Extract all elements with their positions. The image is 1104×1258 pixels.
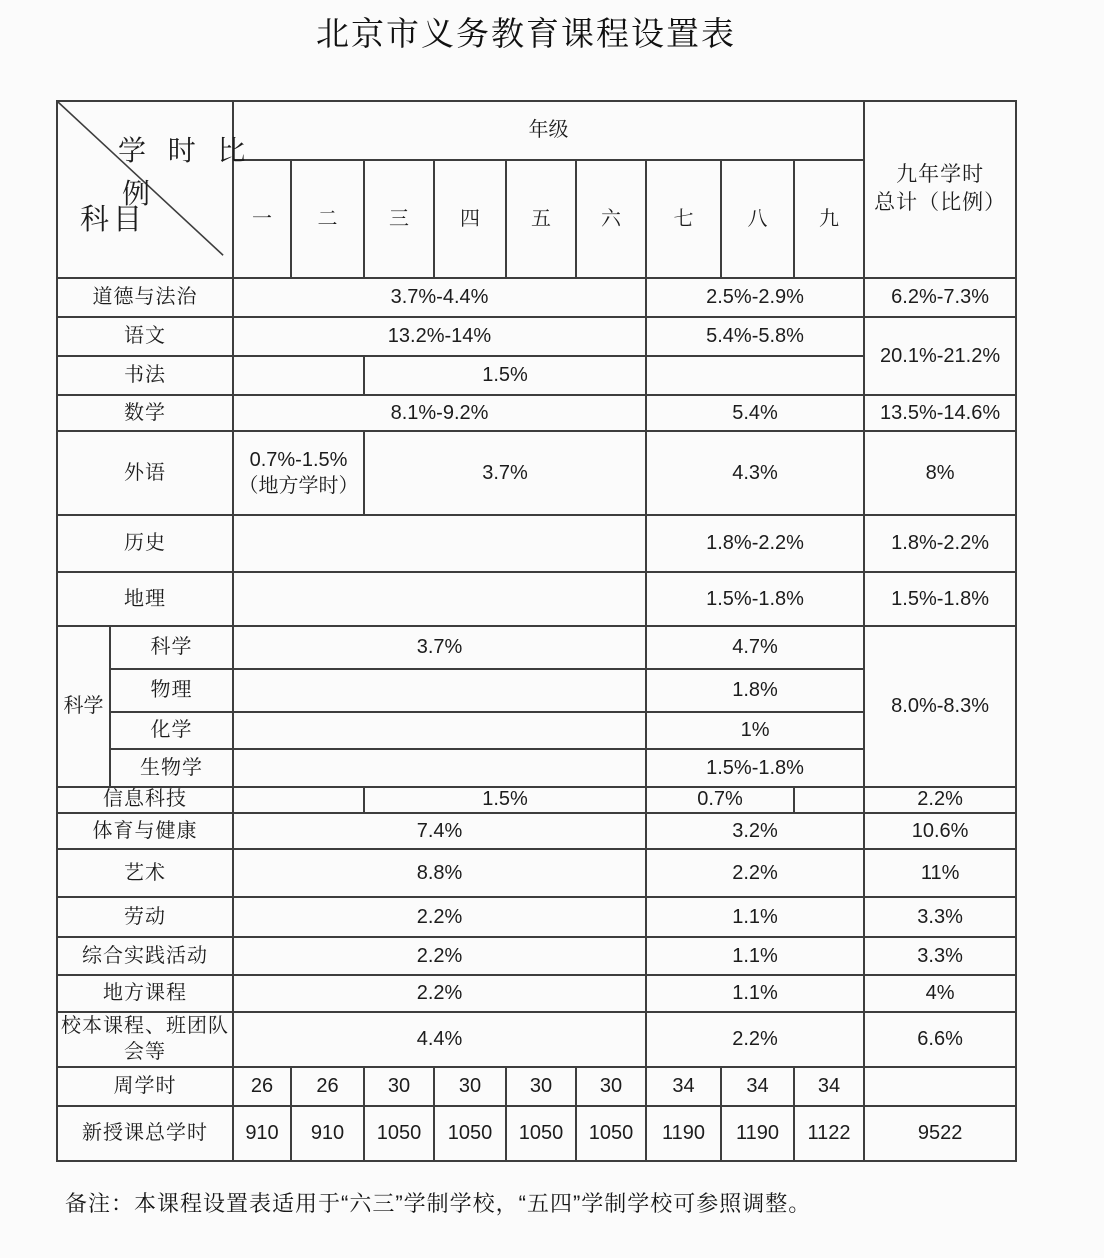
value-cell: 2.2% (646, 849, 864, 897)
subject-label: 生物学 (110, 749, 233, 787)
subject-label: 信息科技 (57, 787, 233, 813)
table-row (57, 787, 1016, 813)
value-cell: 1050 (506, 1106, 576, 1161)
total-cell: 4% (864, 975, 1016, 1012)
table-row (57, 897, 1016, 937)
value-cell: 3.7% (233, 626, 646, 669)
table-row (57, 1067, 1016, 1106)
curriculum-table (56, 100, 1017, 1162)
subject-label: 化学 (110, 712, 233, 749)
table-row (57, 1012, 1016, 1067)
total-cell: 11% (864, 849, 1016, 897)
value-cell: 3.2% (646, 813, 864, 849)
value-cell: 3.7% (364, 431, 646, 515)
total-cell: 6.2%-7.3% (864, 278, 1016, 317)
empty-cell (233, 669, 646, 712)
subject-label: 科学 (110, 626, 233, 669)
subject-label: 校本课程、班团队会等 (57, 1012, 233, 1067)
value-cell: 1.1% (646, 897, 864, 937)
value-cell: 1050 (576, 1106, 646, 1161)
value-cell: 1.1% (646, 975, 864, 1012)
subject-label: 地理 (57, 572, 233, 626)
value-cell: 1190 (646, 1106, 721, 1161)
total-cell: 3.3% (864, 937, 1016, 975)
empty-cell (233, 749, 646, 787)
grade-header-3: 三 (364, 160, 434, 278)
corner-label-ratio-overflow: 例 (121, 177, 150, 209)
total-cell: 6.6% (864, 1012, 1016, 1067)
value-cell: 910 (233, 1106, 291, 1161)
subject-label: 语文 (57, 317, 233, 356)
corner-header-cell (57, 101, 253, 278)
value-cell: 13.2%-14% (233, 317, 646, 356)
subject-label: 道德与法治 (57, 278, 233, 317)
value-cell: 1.1% (646, 937, 864, 975)
footnote: 备注：本课程设置表适用于“六三”学制学校，“五四”学制学校可参照调整。 (65, 1190, 812, 1216)
table-row (57, 431, 1016, 515)
value-cell: 8.8% (233, 849, 646, 897)
subject-label: 艺术 (57, 849, 233, 897)
nine-year-total-line2: 总计（比例） (874, 191, 1007, 215)
value-cell: 5.4%-5.8% (646, 317, 864, 356)
value-cell: 5.4% (646, 395, 864, 431)
table-row (57, 515, 1016, 572)
value-cell: 4.4% (233, 1012, 646, 1067)
science-group-label: 科学 (57, 626, 110, 787)
nine-year-total-line1: 九年学时 (896, 163, 985, 187)
value-cell: 1.5%-1.8% (646, 572, 864, 626)
value-cell: 26 (233, 1067, 291, 1106)
table-row (57, 278, 1016, 317)
value-cell: 4.3% (646, 431, 864, 515)
subject-label: 新授课总学时 (57, 1106, 233, 1161)
total-cell: 1.5%-1.8% (864, 572, 1016, 626)
grade-header-8: 八 (721, 160, 794, 278)
value-cell: 3.7%-4.4% (233, 278, 646, 317)
grade-header-7: 七 (646, 160, 721, 278)
empty-cell (233, 356, 364, 395)
table-row (57, 1106, 1016, 1161)
corner-label-subject: 科目 (80, 203, 147, 236)
grade-header-9: 九 (794, 160, 864, 278)
grade-header-1: 一 (233, 160, 291, 278)
value-cell: 1122 (794, 1106, 864, 1161)
value-cell: 2.2% (233, 937, 646, 975)
table-row (57, 317, 1016, 356)
table-row (57, 813, 1016, 849)
value-cell: 1190 (721, 1106, 794, 1161)
value-cell: 34 (721, 1067, 794, 1106)
table-row (57, 395, 1016, 431)
value-cell: 4.7% (646, 626, 864, 669)
total-cell: 10.6% (864, 813, 1016, 849)
value-cell: 2.2% (233, 897, 646, 937)
empty-cell (233, 572, 646, 626)
empty-cell (864, 1067, 1016, 1106)
value-cell: 1.5% (364, 356, 646, 395)
subject-label: 地方课程 (57, 975, 233, 1012)
table-row (57, 572, 1016, 626)
total-cell-merged: 20.1%-21.2% (864, 317, 1016, 395)
subject-label: 历史 (57, 515, 233, 572)
subject-label: 物理 (110, 669, 233, 712)
total-cell: 1.8%-2.2% (864, 515, 1016, 572)
total-cell: 3.3% (864, 897, 1016, 937)
value-cell: 1.8%-2.2% (646, 515, 864, 572)
empty-cell (646, 356, 864, 395)
page-title: 北京市义务教育课程设置表 (316, 15, 736, 52)
value-cell: 7.4% (233, 813, 646, 849)
subject-label: 周学时 (57, 1067, 233, 1106)
header-row-1 (57, 101, 1016, 160)
total-cell: 9522 (864, 1106, 1016, 1161)
grade-header-4: 四 (434, 160, 506, 278)
value-cell: 0.7% (646, 787, 794, 813)
table-row (57, 626, 1016, 669)
value-cell: 30 (506, 1067, 576, 1106)
total-cell: 2.2% (864, 787, 1016, 813)
value-cell: 1050 (434, 1106, 506, 1161)
empty-cell (233, 787, 364, 813)
nine-year-total-header (864, 101, 1016, 278)
table-row (57, 849, 1016, 897)
table-row (57, 975, 1016, 1012)
value-cell: 34 (794, 1067, 864, 1106)
value-cell: 1.8% (646, 669, 864, 712)
value-cell: 0.7%-1.5%（地方学时） (233, 431, 364, 515)
grade-header-5: 五 (506, 160, 576, 278)
value-cell: 910 (291, 1106, 364, 1161)
total-cell: 8% (864, 431, 1016, 515)
value-cell: 30 (364, 1067, 434, 1106)
total-cell: 13.5%-14.6% (864, 395, 1016, 431)
value-cell: 1% (646, 712, 864, 749)
grade-header-6: 六 (576, 160, 646, 278)
total-cell-merged: 8.0%-8.3% (864, 626, 1016, 787)
grade-header-2: 二 (291, 160, 364, 278)
value-cell: 30 (434, 1067, 506, 1106)
value-cell: 1.5%-1.8% (646, 749, 864, 787)
subject-label: 书法 (57, 356, 233, 395)
subject-label: 综合实践活动 (57, 937, 233, 975)
value-cell: 34 (646, 1067, 721, 1106)
empty-cell (233, 515, 646, 572)
subject-label: 数学 (57, 395, 233, 431)
value-cell: 2.2% (233, 975, 646, 1012)
empty-cell (794, 787, 864, 813)
value-cell: 30 (576, 1067, 646, 1106)
grade-group-header: 年级 (233, 101, 864, 160)
value-cell: 1.5% (364, 787, 646, 813)
value-cell: 2.5%-2.9% (646, 278, 864, 317)
table-row (57, 937, 1016, 975)
value-cell: 26 (291, 1067, 364, 1106)
subject-label: 体育与健康 (57, 813, 233, 849)
value-cell: 1050 (364, 1106, 434, 1161)
value-cell: 2.2% (646, 1012, 864, 1067)
corner-label-hours-ratio: 学 时 比 (118, 134, 253, 166)
subject-label: 劳动 (57, 897, 233, 937)
subject-label: 外语 (57, 431, 233, 515)
empty-cell (233, 712, 646, 749)
value-cell: 8.1%-9.2% (233, 395, 646, 431)
